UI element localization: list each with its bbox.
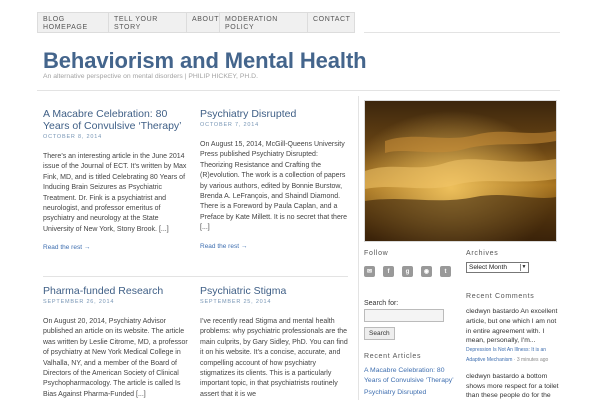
post-card [200, 108, 348, 250]
post-excerpt: I’ve recently read Stigma and mental health problems: why psychiatric professionals are the main culprits, by Gary Sidley, PhD. You can find it on his website. It’s a concise, accurate, and compelling account of how psychiatry stigmatizes its clients. This is a particularly important topic, in that psychiatrists routinely assert that it is we [200, 318, 348, 398]
search-label: Search for: [364, 300, 399, 307]
header-divider [37, 90, 560, 91]
site-title[interactable]: Behaviorism and Mental Health [43, 48, 367, 73]
facebook-icon[interactable]: f [383, 266, 394, 277]
comment-post-link[interactable]: Depression Is Not An Illness: It is an Adaptive Mechanism [466, 347, 547, 363]
archives-select[interactable] [466, 262, 529, 273]
archives-selected-value: Select Month [469, 264, 507, 271]
archives-widget [466, 250, 529, 273]
comment-meta [466, 346, 560, 366]
nav-item-tell-your-story[interactable]: TELL YOUR STORY [108, 12, 187, 33]
google-plus-icon[interactable]: g [402, 266, 413, 277]
social-icons [364, 266, 451, 277]
post-excerpt: On August 20, 2014, Psychiatry Advisor published an article on its website. The article was written by Leslie Citrome, MD, a professor of psychiatry at New York Medical College in Valhalla, NY, and a member of the Board of Directors of the American Society of Clinical Psychopharmacology. The article is called Is Bias Against Pharma-Funded [...] [43, 318, 188, 398]
comment-text: cledwyn bastardo An excellent article, but one which I am not in entire agreement with. I mean, personally, I'm... [466, 308, 558, 345]
rss-icon[interactable]: ◉ [421, 266, 432, 277]
nav-item-blog-homepage[interactable]: BLOG HOMEPAGE [37, 12, 109, 33]
post-row-divider [43, 276, 348, 277]
recent-article-link[interactable]: A Macabre Celebration: 80 Years of Convulsive ‘Therapy’ [364, 367, 454, 384]
header-sunset-image [364, 100, 557, 242]
recent-comments-widget [466, 293, 560, 400]
nav-item-about[interactable]: ABOUT [186, 12, 220, 33]
recent-articles-widget [364, 353, 456, 398]
post-card [200, 285, 348, 400]
email-icon[interactable]: ✉ [364, 266, 375, 277]
search-button[interactable]: Search [364, 327, 395, 340]
post-excerpt: On August 15, 2014, McGill-Queens University Press published Psychiatry Disrupted: Theorizing Resistance and Crafting the (R)evolution. The work is a collection of papers by various authors, edited by Bonnie Burstow, Brenda A. LeFrançois, and Shaindl Diamond. There is a Foreword by Paula Caplan, and a Preface by Kate Millett. It is no secret that there [...] [200, 141, 348, 232]
post-card [43, 108, 191, 251]
post-date: SEPTEMBER 26, 2014 [43, 299, 115, 305]
top-nav [37, 12, 354, 33]
sunset-sky-illustration [365, 101, 556, 241]
post-list [37, 96, 359, 400]
post-date: OCTOBER 7, 2014 [200, 122, 259, 128]
recent-comments-title: Recent Comments [466, 293, 535, 300]
site-description: An alternative perspective on mental disorders | PHILIP HICKEY, PH.D. [43, 73, 258, 80]
comment-time: · 3 minutes ago [513, 356, 549, 363]
nav-item-moderation-policy[interactable]: MODERATION POLICY [219, 12, 308, 33]
nav-item-contact[interactable]: CONTACT [307, 12, 355, 33]
follow-title: Follow [364, 250, 389, 257]
archives-title: Archives [466, 250, 499, 257]
search-input[interactable] [364, 309, 444, 322]
post-title[interactable]: Psychiatric Stigma [200, 285, 287, 297]
post-excerpt: There’s an interesting article in the June 2014 issue of the Journal of ECT. It’s written by Max Fink, MD, and is titled Celebrating 80 Years of Inducing Brain Seizures as Psychiatric Treatment. Dr. Fink is a psychiatrist and neurologist, and professor emeritus of psychiatry and neurology at the State University of New York, Stony Brook. [...] [43, 153, 187, 233]
search-widget [364, 300, 444, 340]
post-date: SEPTEMBER 25, 2014 [200, 299, 272, 305]
read-more-link[interactable]: Read the rest → [200, 242, 248, 250]
chevron-down-icon: ▼ [521, 264, 527, 270]
recent-articles-title: Recent Articles [364, 353, 422, 360]
follow-widget [364, 250, 451, 277]
post-card [43, 285, 191, 400]
comment-text: cledwyn bastardo a bottom shows more respect for a toilet than these people do for the [466, 372, 559, 400]
twitter-icon[interactable]: t [440, 266, 451, 277]
post-date: OCTOBER 8, 2014 [43, 134, 102, 140]
comment-item [466, 372, 560, 400]
post-title[interactable]: A Macabre Celebration: 80 Years of Convulsive ‘Therapy’ [43, 108, 182, 132]
comment-item [466, 307, 560, 366]
read-more-link[interactable]: Read the rest → [43, 244, 91, 252]
nav-divider [364, 32, 560, 33]
post-title[interactable]: Psychiatry Disrupted [200, 108, 297, 120]
post-title[interactable]: Pharma-funded Research [43, 285, 164, 297]
recent-article-link[interactable]: Psychiatry Disrupted [364, 389, 427, 396]
